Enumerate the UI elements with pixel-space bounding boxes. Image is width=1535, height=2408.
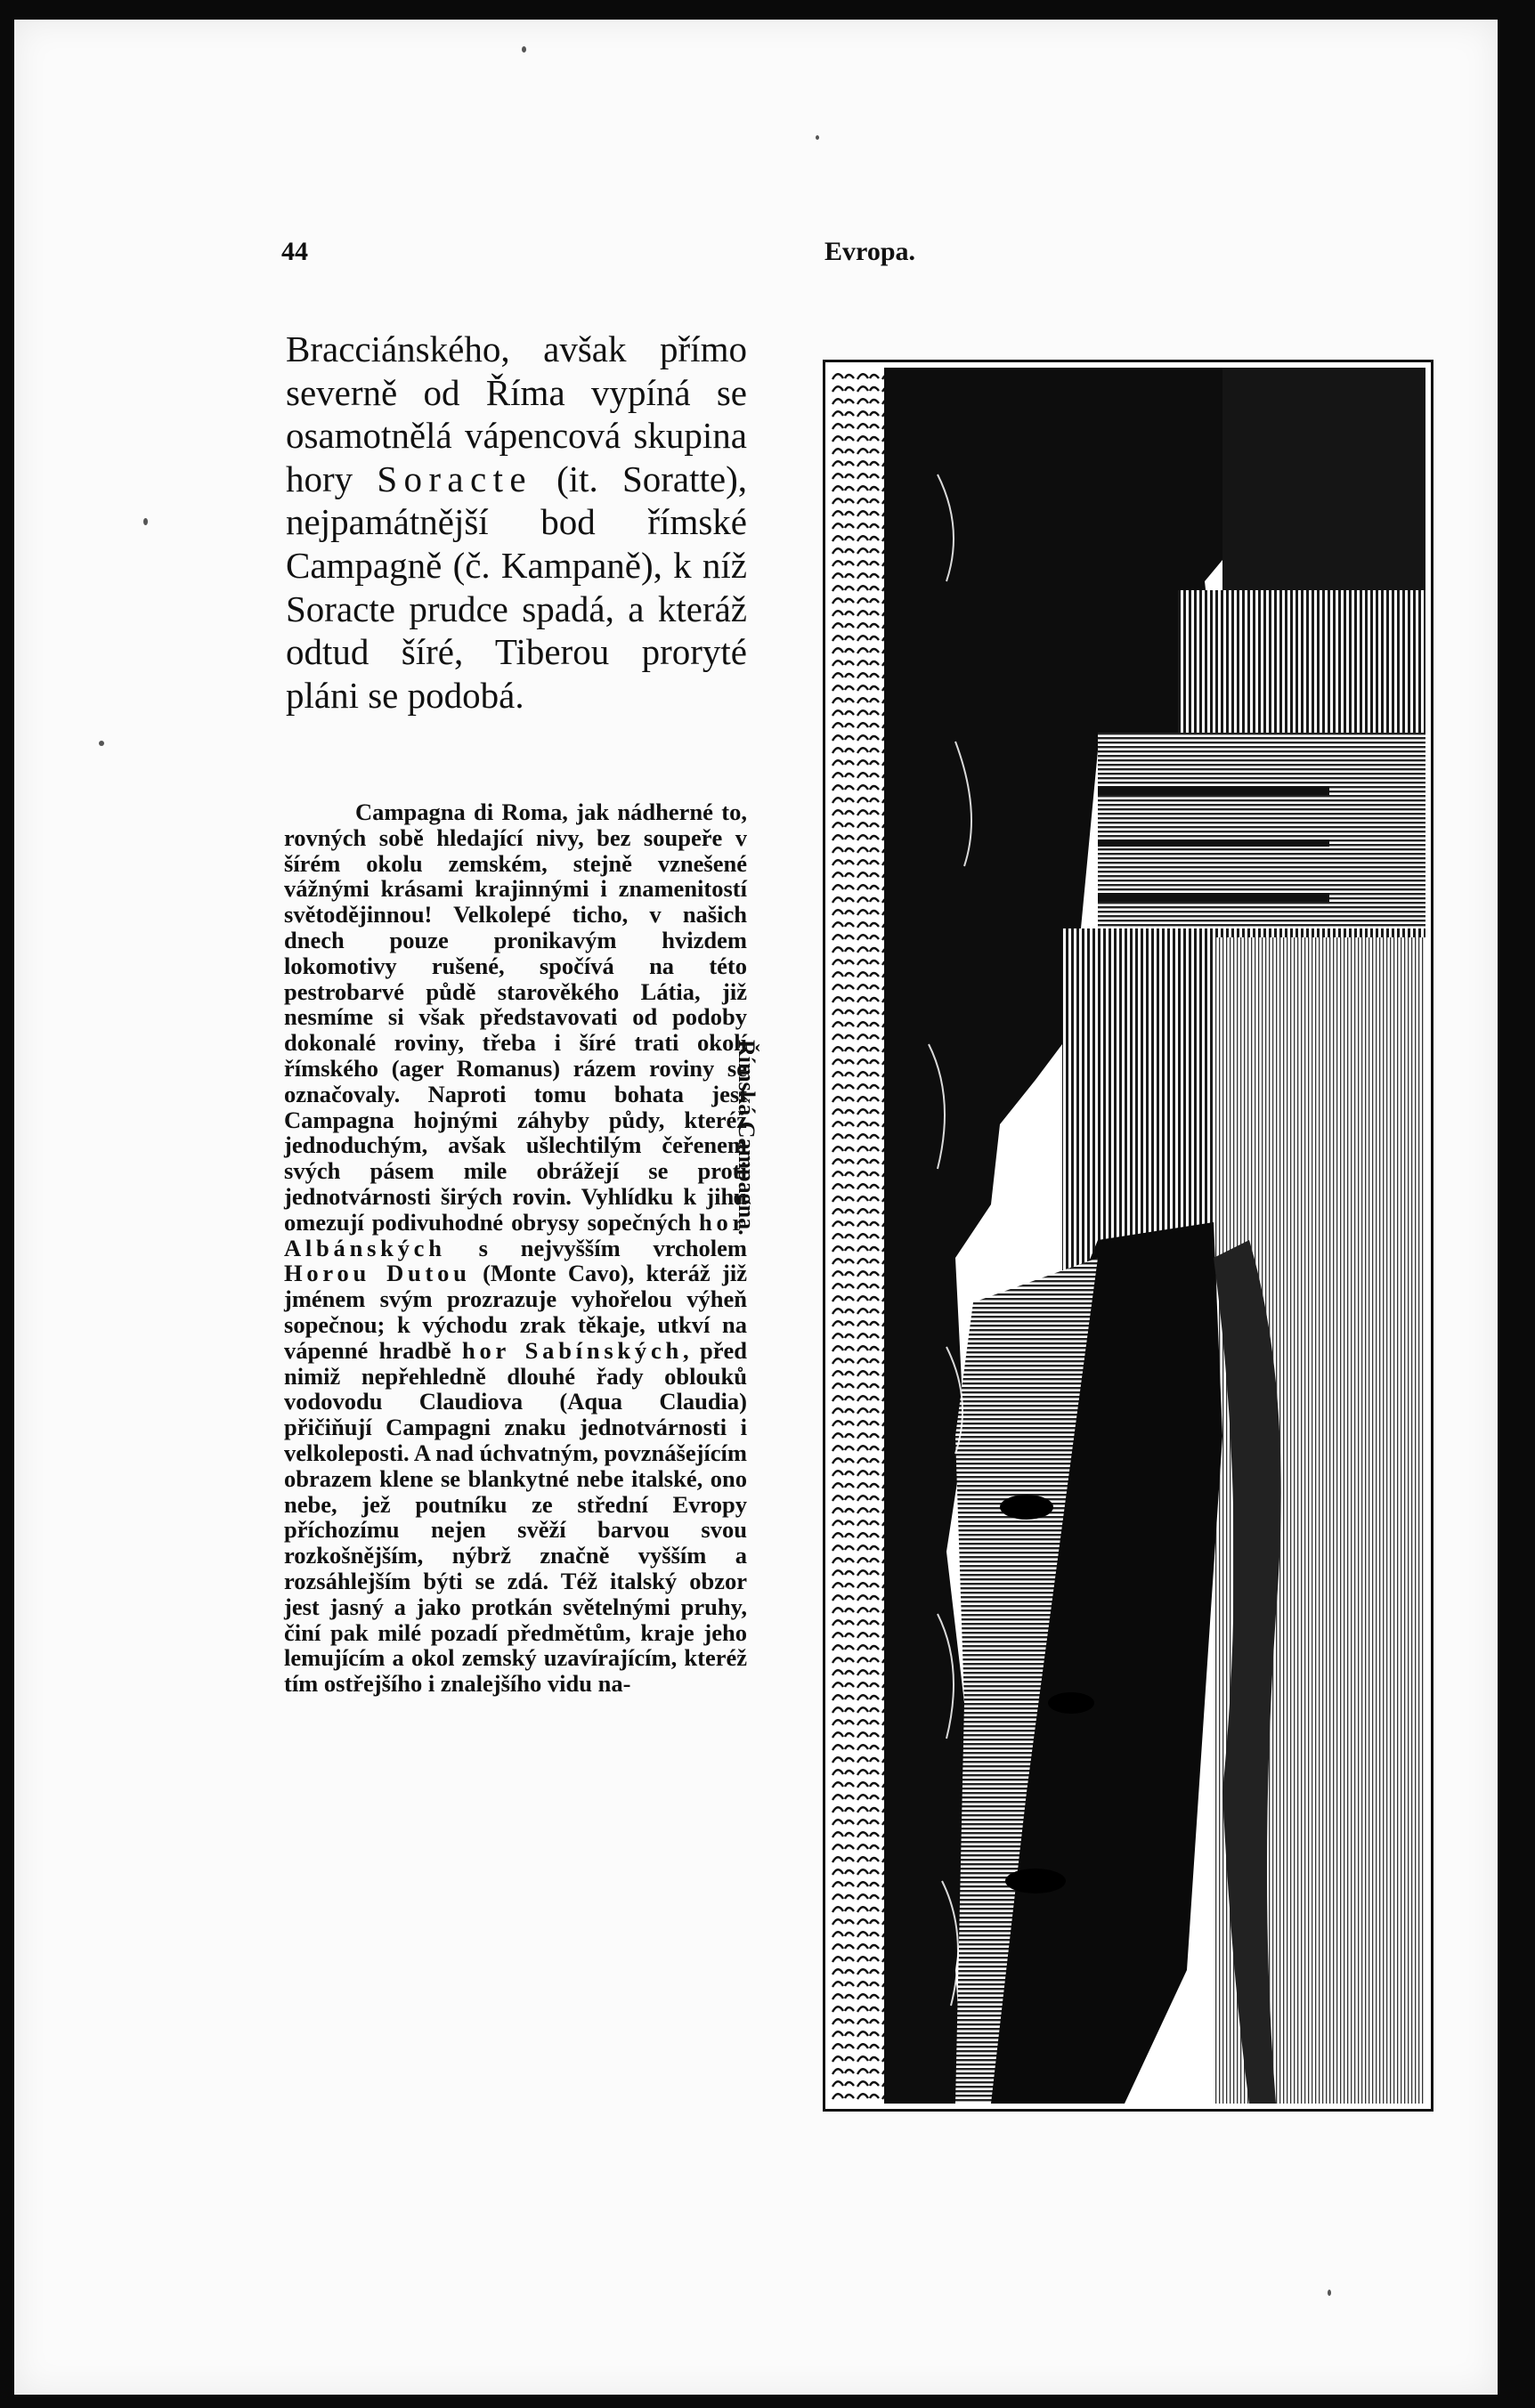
page-number: 44 [281,237,308,266]
section-title: Evropa. [824,237,915,266]
intro-emphasis-soracte: Soracte [377,458,532,499]
running-head [281,237,915,272]
intro-text-1: Bracciánského, avšak přímo severně od Říma vypíná se osamotnělá vápencová skupina hory [286,328,747,499]
campagna-text-4: , před nimiž nepřehledně dlouhé řady oblouků vodovodu Claudiova (Aqua Claudia) přičiňují Campagni znaku jednotvárnosti i velkoleposti. A nad úchvatným, povznášejícím obrazem klene se blankytné nebe italské, ono nebe, jež poutníku ze střední Evropy příchozímu nejen svěží barvou svou rozkošnějším, nýbrž značně vyšším a rozsáhlejším býti se zdá. Též italský obzor jest jasný a jako protkán světelnými pruhy, činí pak milé pozadí předmětům, kraje jeho lemujícím a okol zemský uzavírajícím, kteréž tím ostřejšího i znalejšího vidu na- [284,1336,747,1698]
engraving-art [831,368,1425,2104]
emphasis-hora-duta: Horou Dutou [284,1260,471,1287]
scan-speck [522,46,526,53]
campagna-text-2: s nejvyšším vrcholem [445,1234,747,1261]
scan-speck [99,741,104,746]
book-page [14,20,1498,2395]
campagna-text-3: (Monte Cavo), kteráž již jménem svým prozrazuje vyhořelou výheň sopečnou; k východu zrak těkaje, utkví na vápenné hradbě [284,1260,748,1364]
scan-speck [143,518,148,525]
intro-paragraph [286,328,747,717]
scan-speck [816,135,819,140]
figure-caption: Římská Campagna. [734,1040,759,1236]
engraving-campagna-romana [823,360,1433,2112]
scan-speck [1328,2290,1331,2296]
campagna-text-1: Campagna di Roma, jak nádherné to, rovných sobě hledající nivy, bez soupeře v šírém okolu zemském, stejně vznešené vážnými krásami krajinnými i znamenitostí světodějinnou! Velkolepé ticho, v našich dnech pouze pronikavým hvizdem lokomotivy rušené, spočívá na této pestrobarvé půdě starověkého Látia, již nesmíme si však představovati od podoby dokonalé roviny, třeba i šíré trati okolí římského (ager Romanus) rázem roviny se označovaly. Naproti tomu bohata jest Campagna hojnými záhyby půdy, kteréž jednoduchým, avšak ušlechtilým čeřenem svých pásem mile obrážejí se proti jednotvárnosti širých rovin. Vyhlídku k jihu omezují podivuhodné obrysy sopečných [284,799,747,1236]
emphasis-albanske-hory: hor Albánských [284,1208,747,1261]
emphasis-sabinske-hory: hor Sabínských [461,1336,683,1364]
campagna-paragraph [284,799,747,1697]
intro-text-2: (it. Soratte), nejpamátnější bod římské Campagně (č. Kampaně), k níž Soracte prudce spadá, a kteráž odtud šíré, Tiberou proryté pláni se podobá. [286,458,747,716]
